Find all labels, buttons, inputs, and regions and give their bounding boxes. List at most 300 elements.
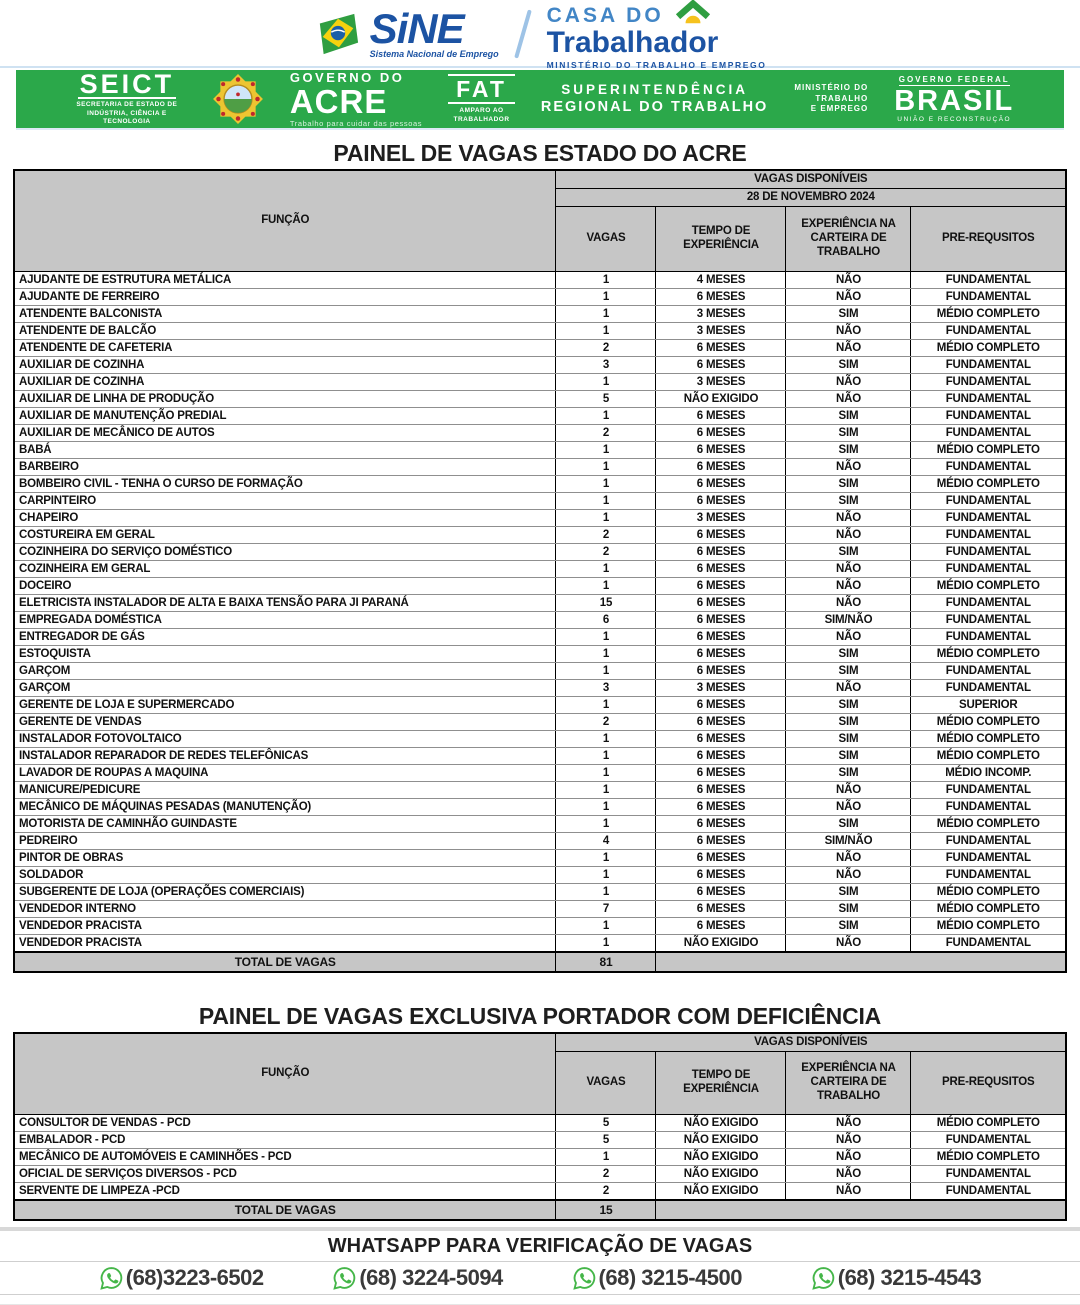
cell-tempo: NÃO EXIGIDO [656,1166,786,1183]
table-row [14,1166,1066,1183]
cell-funcao: BARBEIRO [14,459,556,476]
cell-funcao: COSTUREIRA EM GERAL [14,527,556,544]
cell-vagas: 1 [556,459,656,476]
total-label: TOTAL DE VAGAS [14,952,556,972]
cell-funcao: AUXILIAR DE COZINHA [14,374,556,391]
cell-requisitos: MÉDIO COMPLETO [911,918,1066,935]
cell-vagas: 1 [556,408,656,425]
cell-tempo: 6 MESES [656,816,786,833]
cell-vagas: 1 [556,765,656,782]
cell-vagas: 1 [556,799,656,816]
cell-tempo: 6 MESES [656,476,786,493]
brasil-wordmark: BRASIL [894,85,1015,117]
cell-funcao: INSTALADOR FOTOVOLTAICO [14,731,556,748]
table-row [14,799,1066,816]
cell-requisitos: MÉDIO COMPLETO [911,901,1066,918]
column-header-tempo: TEMPO DE EXPERIÊNCIA [656,1052,786,1115]
cell-carteira: SIM [786,697,911,714]
cell-tempo: 6 MESES [656,629,786,646]
cell-requisitos: MÉDIO COMPLETO [911,714,1066,731]
cell-tempo: 6 MESES [656,408,786,425]
banner-bottom-rule [16,128,1064,130]
casa-top-row [547,0,712,26]
cell-tempo: 6 MESES [656,850,786,867]
cell-tempo: 6 MESES [656,340,786,357]
cell-tempo: 6 MESES [656,527,786,544]
cell-requisitos: MÉDIO COMPLETO [911,442,1066,459]
cell-tempo: 6 MESES [656,731,786,748]
cell-carteira: SIM [786,493,911,510]
cell-carteira: SIM [786,476,911,493]
column-header-carteira: EXPERIÊNCIA NA CARTEIRA DE TRABALHO [786,207,911,272]
phone-number: (68) 3215-4543 [837,1265,982,1290]
cell-funcao: MANICURE/PEDICURE [14,782,556,799]
cell-vagas: 1 [556,272,656,289]
cell-funcao: ATENDENTE DE BALCÃO [14,323,556,340]
phone-entry [572,1265,742,1291]
table1-title: PAINEL DE VAGAS ESTADO DO ACRE [333,140,747,166]
casa-subtitle: MINISTÉRIO DO TRABALHO E EMPREGO [546,60,767,71]
table-row [14,527,1066,544]
cell-funcao: AJUDANTE DE FERREIRO [14,289,556,306]
cell-carteira: SIM [786,357,911,374]
light-blue-rule [0,66,1080,68]
cell-requisitos: FUNDAMENTAL [911,680,1066,697]
cell-funcao: AJUDANTE DE ESTRUTURA METÁLICA [14,272,556,289]
cell-tempo: 6 MESES [656,425,786,442]
cell-vagas: 2 [556,425,656,442]
cell-vagas: 1 [556,493,656,510]
table-row [14,901,1066,918]
divider-slash-icon [514,9,532,58]
cell-vagas: 2 [556,527,656,544]
ministerio-block [794,83,868,114]
cell-carteira: NÃO [786,799,911,816]
column-header-vagas: VAGAS [556,1052,656,1115]
cell-carteira: NÃO [786,680,911,697]
date-header: 28 DE NOVEMBRO 2024 [556,189,1066,207]
table-row [14,884,1066,901]
fat-title: FAT [448,74,515,104]
table-row [14,578,1066,595]
cell-funcao: VENDEDOR PRACISTA [14,918,556,935]
cell-vagas: 3 [556,357,656,374]
cell-funcao: AUXILIAR DE MECÂNICO DE AUTOS [14,425,556,442]
cell-requisitos: MÉDIO COMPLETO [911,731,1066,748]
cell-carteira: SIM [786,425,911,442]
cell-requisitos: FUNDAMENTAL [911,1132,1066,1149]
cell-funcao: MECÂNICO DE AUTOMÓVEIS E CAMINHÕES - PCD [14,1149,556,1166]
cell-requisitos: MÉDIO COMPLETO [911,884,1066,901]
cell-carteira: SIM [786,901,911,918]
group-header-row [14,170,1066,189]
column-header-vagas: VAGAS [556,207,656,272]
cell-carteira: SIM [786,306,911,323]
top-logo-bar [0,0,1080,71]
cell-carteira: NÃO [786,1115,911,1132]
cell-funcao: OFICIAL DE SERVIÇOS DIVERSOS - PCD [14,1166,556,1183]
cell-funcao: AUXILIAR DE MANUTENÇÃO PREDIAL [14,408,556,425]
total-label: TOTAL DE VAGAS [14,1200,556,1220]
cell-requisitos: MÉDIO COMPLETO [911,1115,1066,1132]
table-row [14,935,1066,953]
phone-entry [332,1265,502,1291]
cell-requisitos: FUNDAMENTAL [911,357,1066,374]
cell-carteira: NÃO [786,850,911,867]
cell-requisitos: MÉDIO COMPLETO [911,306,1066,323]
cell-tempo: 6 MESES [656,833,786,850]
cell-vagas: 5 [556,391,656,408]
seict-logo [68,68,186,127]
cell-carteira: NÃO [786,561,911,578]
cell-carteira: SIM [786,544,911,561]
cell-carteira: NÃO [786,527,911,544]
table-row [14,323,1066,340]
cell-tempo: 6 MESES [656,357,786,374]
cell-tempo: NÃO EXIGIDO [656,391,786,408]
cell-vagas: 2 [556,1183,656,1201]
cell-tempo: 6 MESES [656,544,786,561]
table-row [14,782,1066,799]
superintendencia-block [541,82,768,117]
cell-requisitos: MÉDIO COMPLETO [911,748,1066,765]
phone-number: (68) 3224-5094 [359,1265,503,1290]
cell-vagas: 2 [556,544,656,561]
whatsapp-icon [811,1266,836,1291]
cell-carteira: NÃO [786,391,911,408]
table-row [14,646,1066,663]
cell-vagas: 1 [556,867,656,884]
srt-line2: REGIONAL DO TRABALHO [540,99,769,116]
table-row [14,374,1066,391]
cell-carteira: SIM [786,731,911,748]
cell-requisitos: FUNDAMENTAL [911,527,1066,544]
cell-funcao: CONSULTOR DE VENDAS - PCD [14,1115,556,1132]
cell-carteira: NÃO [786,510,911,527]
cell-requisitos: FUNDAMENTAL [911,595,1066,612]
fat-logo [448,74,515,124]
sine-text-block [369,5,499,59]
cell-tempo: 6 MESES [656,799,786,816]
sine-logo [314,5,499,59]
cell-funcao: AUXILIAR DE COZINHA [14,357,556,374]
vagas-table-pcd [13,1032,1067,1221]
footer-rule-bottom [0,1294,1080,1295]
table-row [14,476,1066,493]
table-row [14,697,1066,714]
cell-requisitos: FUNDAMENTAL [911,1166,1066,1183]
cell-requisitos: FUNDAMENTAL [911,833,1066,850]
cell-tempo: 6 MESES [656,663,786,680]
cell-carteira: NÃO [786,340,911,357]
government-banner [16,70,1064,128]
cell-vagas: 1 [556,476,656,493]
table-row [14,289,1066,306]
acre-coat-of-arms-icon [212,73,264,125]
cell-tempo: 6 MESES [656,697,786,714]
cell-carteira: SIM [786,816,911,833]
cell-funcao: LAVADOR DE ROUPAS A MAQUINA [14,765,556,782]
cell-tempo: 6 MESES [656,459,786,476]
cell-vagas: 2 [556,1166,656,1183]
total-value: 15 [556,1200,656,1220]
cell-funcao: COZINHEIRA DO SERVIÇO DOMÉSTICO [14,544,556,561]
total-empty-cell [656,952,1066,972]
cell-carteira: NÃO [786,595,911,612]
cell-requisitos: FUNDAMENTAL [911,867,1066,884]
cell-tempo: 6 MESES [656,595,786,612]
table-row [14,731,1066,748]
cell-tempo: NÃO EXIGIDO [656,1183,786,1201]
seict-title: SEICT [79,68,175,99]
cell-vagas: 1 [556,884,656,901]
cell-vagas: 7 [556,901,656,918]
whatsapp-icon [572,1266,597,1291]
table-row [14,1132,1066,1149]
cell-tempo: 6 MESES [656,578,786,595]
casa-line2: Trabalhador [546,26,719,60]
table-row [14,493,1066,510]
cell-vagas: 1 [556,442,656,459]
table-row [14,544,1066,561]
cell-requisitos: FUNDAMENTAL [911,272,1066,289]
governo-tagline: Trabalho para cuidar das pessoas [289,118,423,128]
cell-vagas: 1 [556,935,656,953]
cell-requisitos: FUNDAMENTAL [911,544,1066,561]
table-row [14,340,1066,357]
casa-line1: CASA DO [546,4,664,28]
cell-requisitos: FUNDAMENTAL [911,629,1066,646]
brasil-top: GOVERNO FEDERAL [898,75,1010,84]
cell-tempo: 4 MESES [656,272,786,289]
cell-tempo: 6 MESES [656,867,786,884]
cell-vagas: 4 [556,833,656,850]
column-header-tempo: TEMPO DE EXPERIÊNCIA [656,207,786,272]
cell-requisitos: FUNDAMENTAL [911,612,1066,629]
cell-tempo: 6 MESES [656,782,786,799]
cell-funcao: ELETRICISTA INSTALADOR DE ALTA E BAIXA TENSÃO PARA JI PARANÁ [14,595,556,612]
cell-tempo: NÃO EXIGIDO [656,935,786,953]
brasil-bottom: UNIÃO E RECONSTRUÇÃO [897,116,1012,123]
mte-line3: E EMPREGO [810,104,869,114]
cell-vagas: 1 [556,323,656,340]
table-row [14,1183,1066,1201]
governo-do-acre-logo [290,71,422,128]
sine-subtitle: Sistema Nacional de Emprego [369,49,499,59]
table-row [14,663,1066,680]
cell-requisitos: FUNDAMENTAL [911,493,1066,510]
vagas-table-estado [13,169,1067,973]
phone-entry [811,1265,981,1291]
phone-list [0,1262,1080,1294]
cell-requisitos: MÉDIO INCOMP. [911,765,1066,782]
cell-tempo: 6 MESES [656,884,786,901]
cell-tempo: 6 MESES [656,442,786,459]
cell-carteira: NÃO [786,374,911,391]
cell-vagas: 1 [556,510,656,527]
cell-funcao: CARPINTEIRO [14,493,556,510]
table-row [14,459,1066,476]
cell-carteira: NÃO [786,867,911,884]
column-header-requisitos: PRE-REQUSITOS [911,207,1066,272]
cell-carteira: SIM [786,748,911,765]
phone-number: (68) 3215-4500 [598,1265,742,1290]
cell-vagas: 1 [556,918,656,935]
cell-requisitos: MÉDIO COMPLETO [911,816,1066,833]
cell-funcao: MOTORISTA DE CAMINHÃO GUINDASTE [14,816,556,833]
cell-funcao: SUBGERENTE DE LOJA (OPERAÇÕES COMERCIAIS) [14,884,556,901]
cell-carteira: NÃO [786,459,911,476]
cell-requisitos: MÉDIO COMPLETO [911,646,1066,663]
cell-vagas: 1 [556,374,656,391]
cell-vagas: 2 [556,340,656,357]
table-row [14,408,1066,425]
total-value: 81 [556,952,656,972]
cell-tempo: 6 MESES [656,561,786,578]
cell-requisitos: FUNDAMENTAL [911,1183,1066,1201]
table2-title: PAINEL DE VAGAS EXCLUSIVA PORTADOR COM DEFICIÊNCIA [198,1003,882,1029]
table-row [14,391,1066,408]
cell-requisitos: FUNDAMENTAL [911,289,1066,306]
cell-requisitos: FUNDAMENTAL [911,459,1066,476]
cell-vagas: 1 [556,850,656,867]
cell-funcao: SERVENTE DE LIMPEZA -PCD [14,1183,556,1201]
table-row [14,425,1066,442]
cell-tempo: 6 MESES [656,493,786,510]
footer-divider-bar [0,1227,1080,1231]
mte-line1: MINISTÉRIO DO [794,83,869,93]
cell-tempo: 3 MESES [656,306,786,323]
table-row [14,306,1066,323]
cell-carteira: NÃO [786,1166,911,1183]
cell-carteira: NÃO [786,578,911,595]
phone-entry [99,1265,264,1291]
cell-funcao: EMPREGADA DOMÉSTICA [14,612,556,629]
cell-requisitos: FUNDAMENTAL [911,782,1066,799]
cell-requisitos: FUNDAMENTAL [911,663,1066,680]
cell-funcao: PEDREIRO [14,833,556,850]
cell-vagas: 2 [556,714,656,731]
cell-carteira: SIM [786,442,911,459]
cell-vagas: 1 [556,306,656,323]
cell-tempo: 3 MESES [656,323,786,340]
cell-funcao: GERENTE DE LOJA E SUPERMERCADO [14,697,556,714]
group-header-vagas-disponiveis: VAGAS DISPONÍVEIS [556,1033,1066,1052]
cell-tempo: 6 MESES [656,901,786,918]
cell-carteira: NÃO [786,1132,911,1149]
cell-funcao: EMBALADOR - PCD [14,1132,556,1149]
cell-tempo: 6 MESES [656,765,786,782]
cell-vagas: 3 [556,680,656,697]
cell-carteira: NÃO [786,272,911,289]
cell-carteira: NÃO [786,629,911,646]
column-header-carteira: EXPERIÊNCIA NA CARTEIRA DE TRABALHO [786,1052,911,1115]
cell-funcao: BOMBEIRO CIVIL - TENHA O CURSO DE FORMAÇÃO [14,476,556,493]
cell-funcao: INSTALADOR REPARADOR DE REDES TELEFÔNICAS [14,748,556,765]
cell-requisitos: FUNDAMENTAL [911,323,1066,340]
table-row [14,595,1066,612]
cell-tempo: 6 MESES [656,748,786,765]
cell-requisitos: SUPERIOR [911,697,1066,714]
cell-vagas: 5 [556,1115,656,1132]
cell-requisitos: MÉDIO COMPLETO [911,1149,1066,1166]
cell-funcao: CHAPEIRO [14,510,556,527]
cell-requisitos: FUNDAMENTAL [911,850,1066,867]
table-row [14,765,1066,782]
table-row [14,442,1066,459]
cell-tempo: NÃO EXIGIDO [656,1132,786,1149]
table-row [14,561,1066,578]
cell-tempo: 6 MESES [656,714,786,731]
cell-funcao: DOCEIRO [14,578,556,595]
table-row [14,850,1066,867]
cell-vagas: 1 [556,646,656,663]
cell-requisitos: FUNDAMENTAL [911,935,1066,953]
column-header-funcao: FUNÇÃO [14,1033,556,1115]
cell-funcao: AUXILIAR DE LINHA DE PRODUÇÃO [14,391,556,408]
table-row [14,612,1066,629]
cell-tempo: NÃO EXIGIDO [656,1149,786,1166]
cell-vagas: 5 [556,1132,656,1149]
cell-requisitos: FUNDAMENTAL [911,510,1066,527]
table-row [14,714,1066,731]
cell-requisitos: FUNDAMENTAL [911,374,1066,391]
cell-requisitos: FUNDAMENTAL [911,408,1066,425]
table-row [14,867,1066,884]
srt-line1: SUPERINTENDÊNCIA [561,81,748,97]
cell-vagas: 1 [556,782,656,799]
fat-subtitle: AMPARO AO TRABALHADOR [453,106,510,123]
cell-requisitos: FUNDAMENTAL [911,391,1066,408]
whatsapp-title: WHATSAPP PARA VERIFICAÇÃO DE VAGAS [327,1235,753,1257]
cell-carteira: SIM/NÃO [786,612,911,629]
cell-carteira: SIM [786,646,911,663]
cell-requisitos: FUNDAMENTAL [911,799,1066,816]
column-header-requisitos: PRE-REQUSITOS [911,1052,1066,1115]
table-row [14,510,1066,527]
cell-tempo: 6 MESES [656,612,786,629]
cell-vagas: 15 [556,595,656,612]
cell-carteira: SIM [786,663,911,680]
cell-requisitos: MÉDIO COMPLETO [911,578,1066,595]
cell-carteira: SIM [786,714,911,731]
table-row [14,918,1066,935]
cell-vagas: 1 [556,816,656,833]
group-header-vagas-disponiveis: VAGAS DISPONÍVEIS [556,170,1066,189]
cell-requisitos: MÉDIO COMPLETO [911,340,1066,357]
whatsapp-icon [99,1266,124,1291]
column-header-funcao: FUNÇÃO [14,170,556,272]
governo-federal-brasil-logo [894,75,1014,123]
cell-carteira: SIM [786,408,911,425]
cell-funcao: VENDEDOR PRACISTA [14,935,556,953]
mte-line2: TRABALHO [815,93,869,103]
cell-carteira: SIM [786,918,911,935]
table-row [14,1115,1066,1132]
table-row [14,357,1066,374]
cell-requisitos: FUNDAMENTAL [911,561,1066,578]
total-empty-cell [656,1200,1066,1220]
cell-funcao: PINTOR DE OBRAS [14,850,556,867]
cell-vagas: 1 [556,289,656,306]
governo-line1: GOVERNO DO [289,69,405,85]
total-row [14,952,1066,972]
cell-vagas: 1 [556,697,656,714]
cell-tempo: 3 MESES [656,510,786,527]
cell-vagas: 1 [556,1149,656,1166]
cell-tempo: 6 MESES [656,646,786,663]
table-row [14,816,1066,833]
